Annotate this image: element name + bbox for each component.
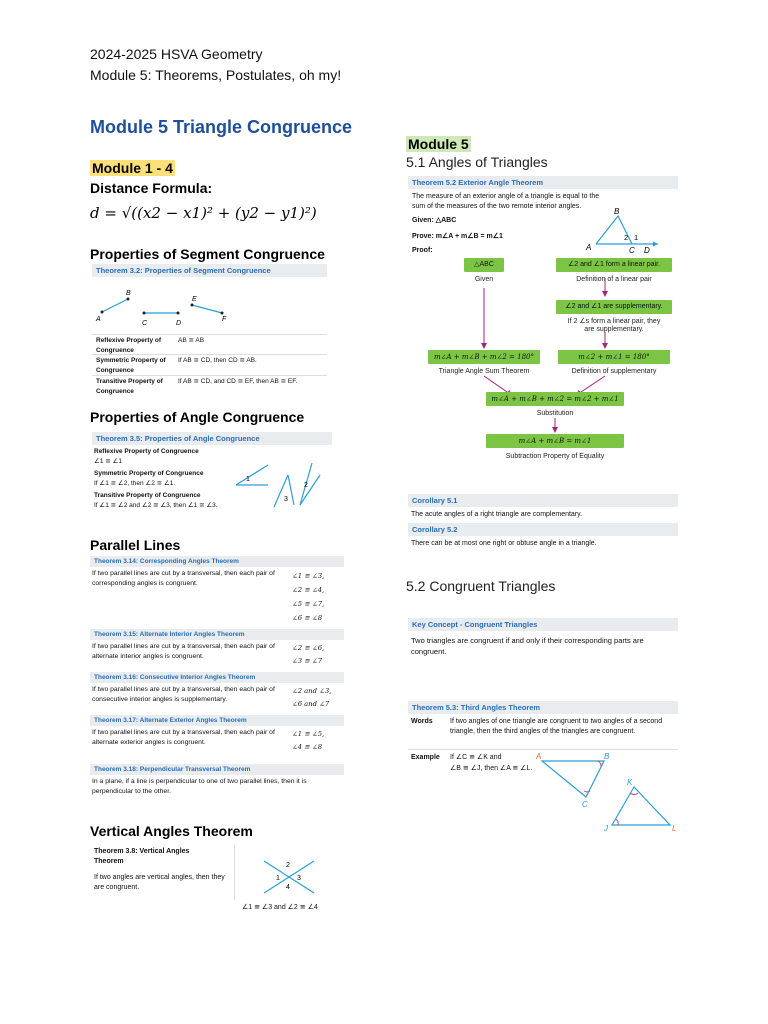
angle-box-title: Theorem 3.5: Properties of Angle Congruence [92, 432, 332, 445]
row-stmt: If AB ≅ CD, and CD ≅ EF, then AB ≅ EF. [178, 378, 298, 385]
vertex-label: L [672, 824, 677, 833]
label-f: F [222, 316, 227, 323]
angle-pair: ∠4 ≅ ∠8 [292, 743, 323, 751]
angle-pair: ∠6 and ∠7 [292, 700, 330, 708]
theorem-title: Theorem 3.16: Consecutive Interior Angles Theorem [90, 672, 344, 683]
vertex-label: C [582, 800, 588, 809]
angle-line-text: ∠1 ≅ ∠1 [94, 458, 122, 465]
angle-pair: ∠2 ≅ ∠4, [292, 586, 325, 594]
angle-pair: ∠1 ≅ ∠3, [292, 572, 325, 580]
angle-num: 2 [304, 482, 308, 489]
theorem-title: Theorem 3.17: Alternate Exterior Angles Theorem [90, 715, 344, 726]
proof-step-reason: Triangle Angle Sum Theorem [438, 368, 530, 375]
vertex-label: A [586, 243, 592, 252]
example-line: ∠B ≅ ∠J, then ∠A ≅ ∠L. [450, 765, 533, 772]
vertical-angles-box [92, 845, 332, 917]
proof-step-reason: Given [474, 276, 494, 283]
vertical-angles-diagram [260, 857, 320, 897]
theorem-text: If two parallel lines are cut by a transversal, then each pair of consecutive interior angles is supplementary. [92, 686, 275, 703]
angle-line-bold: Reflexive Property of Congruence [94, 448, 199, 455]
corollary-title: Corollary 5.2 [408, 523, 678, 536]
label-c: C [142, 320, 148, 327]
key-concept-box [408, 618, 678, 661]
vertex-label: D [644, 246, 650, 254]
proof-step-box: m∠A + m∠B + m∠2 = m∠2 + m∠1 [486, 392, 624, 406]
angle-congruence-heading: Properties of Angle Congruence [90, 409, 305, 425]
exterior-angle-title: Theorem 5.2 Exterior Angle Theorem [408, 176, 678, 189]
label-a: A [96, 316, 101, 323]
exterior-angle-box [408, 176, 678, 466]
distance-formula: d = √((x2 − x1)² + (y2 − y1)²) [90, 204, 317, 222]
angle-label: 2 [624, 233, 629, 242]
theorem-text: If two parallel lines are cut by a transversal, then each pair of corresponding angles is congruent. [92, 570, 275, 587]
example-label: Example [411, 754, 440, 761]
theorem-3-14 [90, 556, 344, 629]
vertex-label: K [627, 778, 633, 787]
section-5-1-heading: 5.1 Angles of Triangles [406, 154, 548, 170]
angle-num: 3 [297, 875, 301, 882]
corollary-5-2 [408, 523, 678, 552]
corollary-title: Corollary 5.1 [408, 494, 678, 507]
proof-step-reason: Definition of a linear pair [576, 276, 652, 283]
angle-label: 1 [634, 233, 639, 242]
third-angles-box [408, 701, 678, 835]
angle-line-bold: Symmetric Property of Congruence [94, 470, 204, 477]
proof-label: Proof: [412, 247, 433, 254]
angle-line-text: If ∠1 ≅ ∠2, then ∠2 ≅ ∠1. [94, 480, 176, 487]
exterior-angle-text: The measure of an exterior angle of a triangle is equal to the sum of the measures of the two remote interior angles. [412, 193, 600, 210]
angle-line-bold: Transitive Property of Congruence [94, 492, 201, 499]
proof-step-box: ∠2 and ∠1 are supplementary. [556, 300, 672, 314]
congruent-triangles-diagram [534, 749, 678, 835]
given-line: Given: △ABC [412, 217, 457, 224]
angle-diagram [232, 445, 332, 513]
angle-num: 1 [246, 476, 250, 483]
row-stmt: AB ≅ AB [178, 337, 205, 344]
vertical-box-text: If two angles are vertical angles, then they are congruent. [94, 874, 225, 891]
corollary-text: There can be at most one right or obtuse angle in a triangle. [411, 540, 597, 547]
segment-congruence-box [92, 264, 327, 396]
label-e: E [192, 296, 197, 303]
row-name: Transitive Property of Congruence [96, 378, 163, 395]
module-1-4-tag: Module 1 - 4 [92, 160, 173, 176]
vertex-label: B [614, 207, 620, 216]
parallel-lines-boxes [90, 556, 344, 799]
key-concept-title: Key Concept - Congruent Triangles [408, 618, 678, 631]
proof-step-reason: If 2 ∠s form a linear pair, they are supplementary. [567, 318, 661, 333]
vertex-label: A [536, 752, 542, 761]
angle-num: 1 [276, 875, 280, 882]
angle-pair: ∠2 ≅ ∠6, [292, 644, 325, 652]
proof-step-reason: Substitution [536, 410, 574, 417]
angle-pair: ∠2 and ∠3, [292, 687, 332, 695]
proof-step-box: m∠2 + m∠1 = 180° [558, 350, 670, 364]
vertical-box-title: Theorem 3.8: Vertical Angles Theorem [94, 848, 190, 865]
third-angles-title: Theorem 5.3: Third Angles Theorem [408, 701, 678, 714]
segment-box-title: Theorem 3.2: Properties of Segment Congruence [92, 264, 327, 277]
section-5-2-heading: 5.2 Congruent Triangles [406, 578, 556, 594]
corollary-text: The acute angles of a right triangle are complementary. [411, 511, 583, 518]
proof-step-box: ∠2 and ∠1 form a linear pair. [556, 258, 672, 272]
page-title: Module 5 Triangle Congruence [90, 117, 353, 137]
parallel-lines-heading: Parallel Lines [90, 537, 181, 553]
angle-num: 3 [284, 496, 288, 503]
vertical-angles-heading: Vertical Angles Theorem [90, 823, 253, 839]
proof-step-reason: Definition of supplementary [571, 368, 657, 375]
theorem-text: In a plane, if a line is perpendicular to one of two parallel lines, then it is perpendicular to the other. [92, 778, 307, 795]
theorem-text: If two parallel lines are cut by a transversal, then each pair of alternate exterior angles is congruent. [92, 729, 275, 746]
label-b: B [126, 290, 131, 297]
angle-pair: ∠1 ≅ ∠5, [292, 730, 325, 738]
label-d: D [176, 320, 182, 327]
proof-step-box: m∠A + m∠B = m∠1 [486, 434, 624, 448]
proof-step-reason: Subtraction Property of Equality [505, 453, 605, 460]
row-name: Symmetric Property of Congruence [96, 357, 166, 374]
angle-pair: ∠3 ≅ ∠7 [292, 657, 323, 665]
key-concept-text: Two triangles are congruent if and only if their corresponding parts are congruent. [411, 636, 644, 656]
vertex-label: J [604, 824, 608, 833]
theorem-title: Theorem 3.18: Perpendicular Transversal Theorem [90, 764, 344, 775]
prove-line: Prove: m∠A + m∠B = m∠1 [412, 233, 503, 240]
angle-num: 2 [286, 862, 290, 869]
vertex-label: C [629, 246, 635, 254]
doc-header-line2: Module 5: Theorems, Postulates, oh my! [90, 67, 342, 83]
vertical-caption: ∠1 ≅ ∠3 and ∠2 ≅ ∠4 [242, 904, 318, 911]
row-name: Reflexive Property of Congruence [96, 337, 162, 354]
distance-heading: Distance Formula: [90, 180, 213, 196]
example-line: If ∠C ≅ ∠K and [450, 754, 502, 761]
segment-diagram [92, 277, 327, 329]
angle-pair: ∠5 ≅ ∠7, [292, 600, 325, 608]
theorem-text: If two parallel lines are cut by a transversal, then each pair of alternate interior angles is congruent. [92, 643, 275, 660]
theorem-3-16 [90, 672, 344, 715]
segment-congruence-heading: Properties of Segment Congruence [90, 246, 325, 262]
angle-num: 4 [286, 884, 290, 891]
theorem-3-18 [90, 764, 344, 799]
theorem-title: Theorem 3.15: Alternate Interior Angles Theorem [90, 629, 344, 640]
module-5-tag: Module 5 [408, 136, 469, 152]
corollary-5-1 [408, 494, 678, 523]
row-stmt: If AB ≅ CD, then CD ≅ AB. [178, 357, 257, 364]
words-label: Words [411, 718, 433, 725]
doc-header-line1: 2024-2025 HSVA Geometry [90, 46, 263, 62]
words-text: If two angles of one triangle are congruent to two angles of a second triangle, then the third angles of the triangles are congruent. [450, 718, 663, 735]
proof-step-box: m∠A + m∠B + m∠2 = 180° [428, 350, 540, 364]
theorem-title: Theorem 3.14: Corresponding Angles Theorem [90, 556, 344, 567]
angle-pair: ∠6 ≅ ∠8 [292, 614, 323, 622]
angle-congruence-box [92, 432, 332, 513]
angle-line-text: If ∠1 ≅ ∠2 and ∠2 ≅ ∠3, then ∠1 ≅ ∠3. [94, 502, 218, 509]
vertex-label: B [604, 752, 610, 761]
theorem-3-15 [90, 629, 344, 672]
segment-rows [92, 334, 327, 396]
theorem-3-17 [90, 715, 344, 758]
proof-step-box: △ABC [464, 258, 504, 272]
